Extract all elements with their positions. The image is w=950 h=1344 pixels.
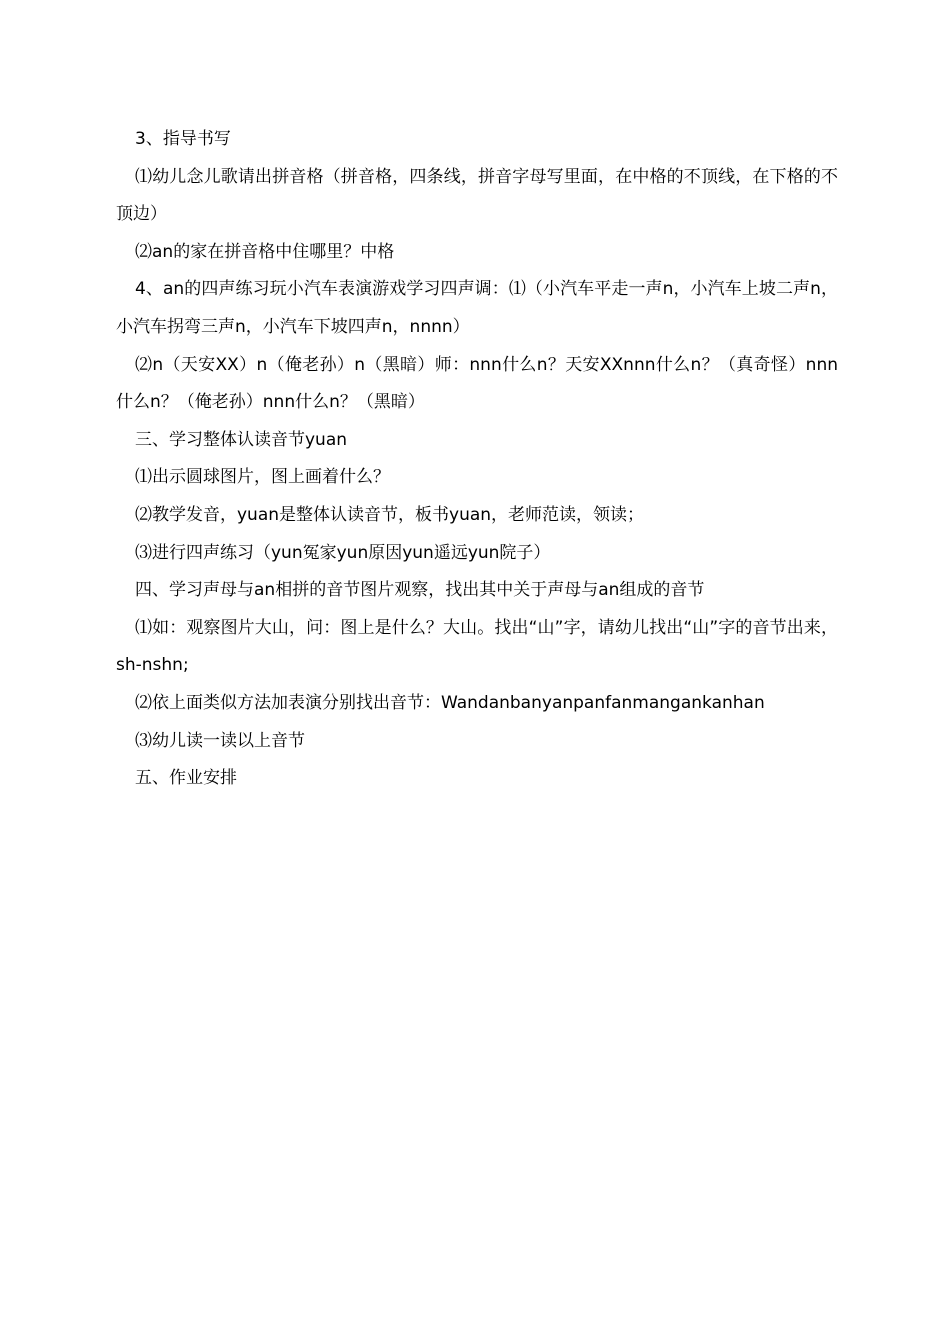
- paragraph-pinyin-grid-song: ⑴幼儿念儿歌请出拼音格（拼音格，四条线，拼音字母写里面，在中格的不顶线，在下格的不顶边）: [116, 166, 838, 225]
- heading-section-three: 三、学习整体认读音节yuan: [135, 429, 348, 450]
- paragraph-an-position: ⑵an的家在拼音格中住哪里？中格: [135, 241, 395, 262]
- paragraph-find-syllables: ⑵依上面类似方法加表演分别找出音节：Wandanbanyanpanfanmangankanhan: [135, 692, 765, 713]
- paragraph-mountain-example: ⑴如：观察图片大山，问：图上是什么？大山。找出“山”字，请幼儿找出“山”字的音节出来，sh-nshn;: [116, 617, 838, 676]
- paragraph-guide-writing: 3、指导书写: [135, 129, 231, 149]
- paragraph-four-tones-game: 4、an的四声练习玩小汽车表演游戏学习四声调：⑴（小汽车平走一声n，小汽车上坡二声n，小汽车拐弯三声n，小汽车下坡四声n，nnnn）: [116, 279, 838, 337]
- paragraph-show-ball-picture: ⑴出示圆球图片，图上画着什么？: [135, 467, 390, 488]
- heading-section-five: 五、作业安排: [135, 768, 237, 789]
- paragraph-read-syllables: ⑶幼儿读一读以上音节: [135, 730, 305, 751]
- paragraph-teach-pronunciation: ⑵教学发音，yuan是整体认读音节，板书yuan，老师范读，领读；: [135, 504, 645, 525]
- heading-section-four: 四、学习声母与an相拼的音节图片观察，找出其中关于声母与an组成的音节: [135, 580, 705, 601]
- paragraph-tone-dialogue: ⑵n（天安XX）n（俺老孙）n（黑暗）师：nnn什么n？天安XXnnn什么n？（真奇怪）nnn什么n？（俺老孙）nnn什么n？（黑暗）: [116, 354, 838, 413]
- paragraph-tone-practice: ⑶进行四声练习（yun冤家yun原因yun遥远yun院子）: [135, 542, 551, 563]
- document-body: [116, 121, 838, 798]
